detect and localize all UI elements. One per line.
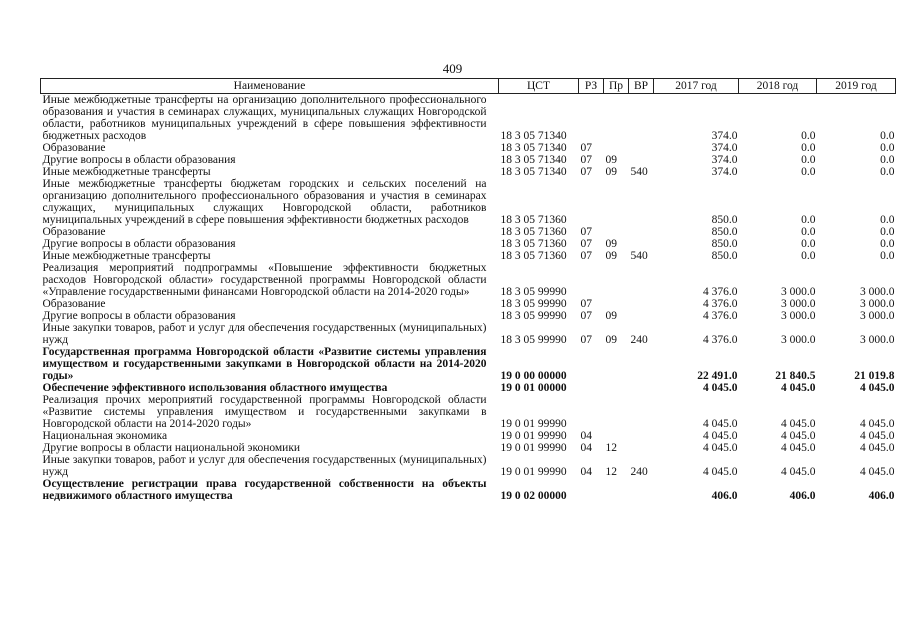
cell-2018: 4 045.0: [781, 382, 816, 394]
cell-name: Другие вопросы в области образования: [42, 238, 236, 250]
table-row: [41, 478, 896, 502]
header-vr: ВР: [629, 79, 654, 94]
table-row: [41, 382, 896, 394]
cell-vr: 240: [630, 466, 648, 478]
table-row: [41, 346, 896, 382]
cell-2018: 0.0: [801, 214, 816, 226]
cell-2017: 850.0: [711, 250, 738, 262]
cell-cst: 18 3 05 71360: [500, 214, 567, 226]
cell-2017: 374.0: [711, 130, 738, 142]
cell-vr: [629, 94, 654, 143]
cell-2018: 0.0: [801, 226, 816, 238]
cell-2017: 406.0: [711, 490, 738, 502]
cell-cst: 18 3 05 71360: [500, 238, 567, 250]
cell-vr: 540: [630, 250, 648, 262]
cell-pr: [604, 346, 629, 382]
cell-2018: 3 000.0: [781, 310, 816, 322]
header-2017: 2017 год: [654, 79, 739, 94]
cell-2018: 406.0: [789, 490, 816, 502]
cell-pr: [604, 382, 629, 394]
cell-rz: 07: [580, 166, 592, 178]
cell-rz: [579, 394, 604, 430]
cell-2018: 4 045.0: [781, 430, 816, 442]
cell-pr: [604, 226, 629, 238]
table-row: [41, 310, 896, 322]
cell-2019: 0.0: [880, 166, 895, 178]
cell-2017: 850.0: [711, 226, 738, 238]
cell-2018: 4 045.0: [781, 442, 816, 454]
cell-2019: 4 045.0: [860, 382, 895, 394]
cell-2017: 4 045.0: [703, 442, 738, 454]
cell-vr: [629, 430, 654, 442]
cell-name: Образование: [42, 298, 106, 310]
cell-2017: 4 045.0: [703, 430, 738, 442]
cell-pr: [604, 478, 629, 502]
cell-2019: 3 000.0: [860, 286, 895, 298]
header-name: Наименование: [41, 79, 499, 94]
cell-2019: 3 000.0: [860, 298, 895, 310]
cell-cst: 19 0 01 99990: [500, 430, 567, 442]
cell-vr: [629, 142, 654, 154]
cell-2018: 4 045.0: [781, 418, 816, 430]
cell-2017: 4 376.0: [703, 286, 738, 298]
cell-cst: 18 3 05 71340: [500, 154, 567, 166]
cell-cst: 18 3 05 99990: [500, 310, 567, 322]
cell-rz: [579, 346, 604, 382]
cell-vr: [629, 346, 654, 382]
cell-name: Иные закупки товаров, работ и услуг для обеспечения государственных (муниципальных) нужд: [42, 454, 487, 478]
table-row: [41, 430, 896, 442]
cell-vr: [629, 310, 654, 322]
cell-2019: 0.0: [880, 142, 895, 154]
cell-name: Национальная экономика: [42, 430, 168, 442]
page-number: 409: [442, 61, 463, 76]
cell-2018: 0.0: [801, 154, 816, 166]
cell-2019: 0.0: [880, 238, 895, 250]
cell-rz: [579, 178, 604, 226]
cell-name: Обеспечение эффективного использования областного имущества: [42, 382, 388, 394]
cell-cst: 18 3 05 71360: [500, 250, 567, 262]
cell-pr: 09: [605, 154, 617, 166]
cell-vr: [629, 238, 654, 250]
cell-2018: 3 000.0: [781, 298, 816, 310]
cell-2019: 4 045.0: [860, 442, 895, 454]
cell-name: Другие вопросы в области образования: [42, 154, 236, 166]
header-cst: ЦСТ: [499, 79, 579, 94]
cell-2019: 406.0: [868, 490, 895, 502]
cell-2019: 3 000.0: [860, 310, 895, 322]
table-row: [41, 250, 896, 262]
cell-rz: 07: [580, 226, 592, 238]
cell-pr: [604, 394, 629, 430]
table-row: [41, 322, 896, 346]
cell-name: Иные межбюджетные трансферты: [42, 166, 211, 178]
table-row: [41, 166, 896, 178]
cell-2017: 4 376.0: [703, 310, 738, 322]
cell-name: Другие вопросы в области национальной экономики: [42, 442, 301, 454]
cell-rz: 07: [580, 154, 592, 166]
cell-vr: [629, 178, 654, 226]
header-pr: Пр: [604, 79, 629, 94]
cell-name: Иные закупки товаров, работ и услуг для обеспечения государственных (муниципальных) нужд: [42, 322, 487, 346]
header-2019: 2019 год: [817, 79, 896, 94]
cell-rz: [579, 94, 604, 143]
cell-2017: 4 045.0: [703, 382, 738, 394]
cell-2019: 0.0: [880, 154, 895, 166]
cell-name: Иные межбюджетные трансферты на организацию дополнительного профессионального образования и участия в семинарах служащих, муниципальных служащих Новгородской области, работников муниципальных учреждений в сфере повышения эффективности бюджетных расходов: [42, 94, 487, 142]
cell-2019: 4 045.0: [860, 430, 895, 442]
cell-2019: 0.0: [880, 226, 895, 238]
cell-cst: 19 0 01 99990: [500, 442, 567, 454]
cell-cst: 18 3 05 99990: [500, 286, 567, 298]
cell-vr: [629, 382, 654, 394]
table-row: [41, 298, 896, 310]
cell-name: Государственная программа Новгородской области «Развитие системы управления имуществом и государственными закупками в Новгородской области на 2014-2020 годы»: [42, 346, 487, 382]
cell-vr: [629, 478, 654, 502]
header-rz: РЗ: [579, 79, 604, 94]
header-row: [41, 79, 896, 94]
cell-2018: 0.0: [801, 250, 816, 262]
cell-cst: 19 0 02 00000: [500, 490, 567, 502]
cell-pr: [604, 262, 629, 298]
cell-2019: 3 000.0: [860, 334, 895, 346]
cell-vr: [629, 262, 654, 298]
table-body: [41, 94, 896, 503]
cell-2019: 0.0: [880, 130, 895, 142]
cell-pr: 09: [605, 166, 617, 178]
cell-2018: 3 000.0: [781, 334, 816, 346]
table-row: [41, 178, 896, 226]
cell-2019: 0.0: [880, 250, 895, 262]
cell-pr: [604, 178, 629, 226]
cell-name: Реализация мероприятий подпрограммы «Повышение эффективности бюджетных расходов Новгородской области» государственной программы Новгородской области «Управление государственными финансами Новгородской области на 2014-2020 годы»: [42, 262, 487, 298]
table-row: [41, 454, 896, 478]
table-row: [41, 142, 896, 154]
cell-2017: 22 491.0: [697, 370, 738, 382]
cell-cst: 19 0 01 99990: [500, 466, 567, 478]
cell-pr: 12: [605, 466, 617, 478]
cell-2017: 850.0: [711, 238, 738, 250]
cell-rz: 04: [580, 430, 592, 442]
cell-rz: [579, 478, 604, 502]
cell-name: Образование: [42, 142, 106, 154]
budget-table: [40, 78, 896, 502]
cell-cst: 18 3 05 71340: [500, 166, 567, 178]
cell-2019: 21 019.8: [854, 370, 895, 382]
cell-2018: 21 840.5: [775, 370, 816, 382]
cell-pr: 09: [605, 250, 617, 262]
cell-rz: [579, 262, 604, 298]
cell-2018: 0.0: [801, 142, 816, 154]
cell-2017: 850.0: [711, 214, 738, 226]
header-2018: 2018 год: [739, 79, 817, 94]
cell-name: Образование: [42, 226, 106, 238]
cell-pr: 12: [605, 442, 617, 454]
table-row: [41, 394, 896, 430]
cell-2017: 4 045.0: [703, 418, 738, 430]
cell-rz: 07: [580, 250, 592, 262]
cell-pr: 09: [605, 238, 617, 250]
cell-2018: 0.0: [801, 130, 816, 142]
table-row: [41, 238, 896, 250]
cell-rz: 04: [580, 466, 592, 478]
cell-rz: 07: [580, 238, 592, 250]
cell-pr: 09: [605, 310, 617, 322]
cell-vr: [629, 298, 654, 310]
cell-pr: [604, 430, 629, 442]
cell-2019: 4 045.0: [860, 418, 895, 430]
cell-vr: [629, 154, 654, 166]
cell-pr: [604, 142, 629, 154]
table-row: [41, 442, 896, 454]
cell-name: Другие вопросы в области образования: [42, 310, 236, 322]
cell-pr: [604, 94, 629, 143]
cell-vr: [629, 394, 654, 430]
cell-rz: 07: [580, 298, 592, 310]
cell-rz: [579, 382, 604, 394]
cell-2017: 374.0: [711, 154, 738, 166]
cell-vr: 240: [630, 334, 648, 346]
cell-cst: 19 0 01 00000: [500, 382, 567, 394]
cell-cst: 18 3 05 99990: [500, 334, 567, 346]
cell-cst: 18 3 05 99990: [500, 298, 567, 310]
cell-2019: 0.0: [880, 214, 895, 226]
cell-2017: 4 376.0: [703, 298, 738, 310]
table-row: [41, 262, 896, 298]
cell-2018: 0.0: [801, 166, 816, 178]
cell-2017: 4 045.0: [703, 466, 738, 478]
cell-name: Осуществление регистрации права государственной собственности на объекты недвижимого областного имущества: [42, 478, 487, 502]
cell-2018: 4 045.0: [781, 466, 816, 478]
cell-rz: 04: [580, 442, 592, 454]
cell-vr: [629, 442, 654, 454]
cell-2017: 374.0: [711, 166, 738, 178]
cell-pr: [604, 298, 629, 310]
cell-2018: 3 000.0: [781, 286, 816, 298]
cell-name: Реализация прочих мероприятий государственной программы Новгородской области «Развитие системы управления имуществом и государственными закупками в Новгородской области на 2014-2020 годы»: [42, 394, 487, 430]
cell-rz: 07: [580, 142, 592, 154]
cell-2017: 4 376.0: [703, 334, 738, 346]
cell-pr: 09: [605, 334, 617, 346]
cell-2019: 4 045.0: [860, 466, 895, 478]
cell-rz: 07: [580, 310, 592, 322]
cell-cst: 19 0 01 99990: [500, 418, 567, 430]
cell-name: Иные межбюджетные трансферты: [42, 250, 211, 262]
cell-rz: 07: [580, 334, 592, 346]
cell-cst: 18 3 05 71340: [500, 142, 567, 154]
cell-vr: 540: [630, 166, 648, 178]
table-row: [41, 94, 896, 143]
cell-cst: 18 3 05 71340: [500, 130, 567, 142]
cell-cst: 19 0 00 00000: [500, 370, 567, 382]
cell-name: Иные межбюджетные трансферты бюджетам городских и сельских поселений на организацию дополнительного профессионального образования и участия в семинарах служащих, муниципальных служащих Новгородской области, работников муниципальных учреждений в сфере повышения эффективности бюджетных расходов: [42, 178, 487, 226]
cell-2017: 374.0: [711, 142, 738, 154]
cell-2018: 0.0: [801, 238, 816, 250]
table-row: [41, 154, 896, 166]
table-row: [41, 226, 896, 238]
cell-vr: [629, 226, 654, 238]
cell-cst: 18 3 05 71360: [500, 226, 567, 238]
